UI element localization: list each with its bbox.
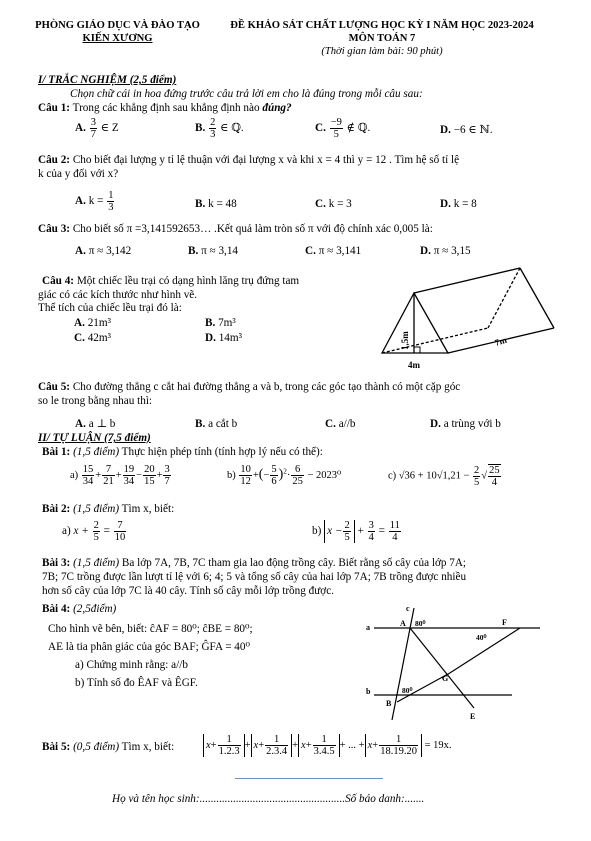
district-name: KIẾN XƯƠNG [82, 33, 153, 44]
student-name-label: Họ và tên học sinh: [112, 793, 200, 805]
exam-title: ĐỀ KHẢO SÁT CHẤT LƯỢNG HỌC KỲ I NĂM HỌC 2023-2024 [230, 20, 534, 31]
b4-item-a: a) Chứng minh rằng: a//b [75, 659, 188, 671]
q5-stem-line2: so le trong bằng nhau thì: [38, 395, 153, 407]
svg-text:80⁰: 80⁰ [415, 619, 426, 628]
svg-text:a: a [366, 623, 370, 632]
q3-option-c[interactable]: C. π ≈ 3,141 [305, 245, 362, 257]
b4-item-b: b) Tính số đo ÊAF và ÊGF. [75, 677, 198, 689]
q1-option-d[interactable]: D. −6 ∈ ℕ. [440, 124, 493, 136]
part2-heading: II/ TỰ LUẬN (7,5 điểm) [38, 432, 151, 444]
q3-option-d[interactable]: D. π ≈ 3,15 [420, 245, 471, 257]
part1-heading: I/ TRẮC NGHIỆM (2,5 điểm) [38, 74, 177, 86]
b3-line2: 7B; 7C trồng được lần lượt tỉ lệ với 6; 4; 5 và tổng số cây của hai lớp 7A; 7B trồng được nhiều [42, 571, 467, 583]
q4-stem-line3: Thể tích của chiếc lều trại đó là: [38, 302, 182, 314]
footer-line [112, 792, 424, 806]
q3-option-a[interactable]: A. π ≈ 3,142 [75, 245, 132, 257]
svg-text:A: A [400, 619, 406, 628]
q4-stem-line1: Câu 4: Một chiếc lều trại có dạng hình lăng trụ đứng tam [42, 275, 300, 287]
q2-option-b[interactable]: B. k = 48 [195, 198, 237, 210]
q4-option-b[interactable]: B. 7m³ [205, 317, 236, 329]
b4-line1: Cho hình vẽ bên, biết: ĉAF = 80⁰; ĉBE = 80⁰; [48, 623, 253, 635]
segment-AE [410, 628, 474, 708]
svg-text:G: G [442, 674, 449, 683]
svg-text:B: B [386, 699, 392, 708]
q4-option-d[interactable]: D. 14m³ [205, 332, 242, 344]
q1-emph: đúng [262, 102, 287, 114]
student-id-label: Số báo danh: [345, 793, 405, 805]
q3-stem: Câu 3: Cho biết số π =3,141592653… .Kết quả làm tròn số π với độ chính xác 0,005 là: [38, 223, 433, 235]
q4-option-a[interactable]: A. 21m³ [74, 317, 111, 329]
svg-text:c: c [406, 604, 410, 613]
student-name-field[interactable]: .................................................... [199, 793, 346, 805]
svg-text:E: E [470, 712, 476, 721]
q5-option-a[interactable]: A. a ⊥ b [75, 418, 116, 430]
q2-option-d[interactable]: D. k = 8 [440, 198, 477, 210]
tent-front-face [382, 293, 448, 353]
q2-option-a[interactable]: A. k = $\frac{1}{3}$ [75, 190, 114, 214]
b3-line1: Bài 3: (1,5 điểm) Ba lớp 7A, 7B, 7C tham gia lao động trồng cây. Biết rằng số cây của lớp 7A; [42, 557, 467, 569]
svg-text:F: F [502, 618, 507, 627]
q1-option-a[interactable]: A. $\frac{3}{7}$ ∈ Z [75, 117, 119, 141]
q1-option-c[interactable]: C. $\frac{-9}{5}$ ∉ ℚ. [315, 117, 371, 141]
tent-base-label: 4m [408, 360, 420, 370]
tent-length-label: 7m [493, 334, 509, 348]
tent-height-label: 1,5m [400, 331, 410, 350]
q5-option-d[interactable]: D. a trùng với b [430, 418, 501, 430]
b2-part-a: a) x + $\frac{2}{5}$ = $\frac{7}{10}$ [62, 520, 126, 544]
student-id-field[interactable]: ....... [404, 793, 425, 805]
q3-option-b[interactable]: B. π ≈ 3,14 [188, 245, 239, 257]
svg-text:40⁰: 40⁰ [476, 633, 487, 642]
q4-stem-line2: giác có các kích thước như hình vẽ. [38, 289, 198, 301]
b4-line2: AE là tia phân giác của góc BAF; ĜFA = 40⁰ [48, 641, 250, 653]
q1-option-b[interactable]: B. $\frac{2}{3}$ ∈ ℚ. [195, 117, 244, 141]
b5-stem: Bài 5: (0,5 điểm) Tìm x, biết: [42, 741, 175, 753]
subject: MÔN TOÁN 7 [348, 33, 416, 44]
q5-option-c[interactable]: C. a//b [325, 418, 356, 430]
divider [235, 778, 383, 779]
part1-instruction: Chọn chữ cái in hoa đứng trước câu trả lời em cho là đúng trong mỗi câu sau: [70, 88, 423, 100]
q4-option-c[interactable]: C. 42m³ [74, 332, 111, 344]
b1-part-b: b) $\frac{10}{12}$ +(− $\frac{5}{6}$ )$^2$· $\frac{6}{25}$ − 2023⁰ [227, 464, 342, 488]
q1-label: Câu 1: [38, 102, 71, 114]
q5-stem-line1: Câu 5: Cho đường thẳng c cắt hai đường thẳng a và b, trong các góc tạo thành có một cặp góc [38, 381, 461, 393]
b1-part-c: c) √36 + 10√1,21 − $\frac{2}{5}$ √ $\frac{25}{4}$ [388, 464, 500, 489]
svg-text:b: b [366, 687, 371, 696]
b1-part-a: a) $\frac{15}{34}$ + $\frac{7}{21}$ + $\frac{19}{34}$ − $\frac{20}{15}$ + $\frac{3}{7}$ [70, 464, 170, 488]
svg-text:80⁰: 80⁰ [402, 686, 413, 695]
q2-stem-line2: k của y đối với x? [38, 168, 119, 180]
b2-stem: Bài 2: (1,5 điểm) Tìm x, biết: [42, 503, 175, 515]
time-limit: (Thời gian làm bài: 90 phút) [321, 46, 443, 57]
b4-stem: Bài 4: (2,5điểm) [42, 603, 117, 615]
department-name: PHÒNG GIÁO DỤC VÀ ĐÀO TẠO [35, 20, 200, 31]
q1-text: Trong các khẳng định sau khẳng định nào [72, 102, 260, 114]
q2-option-c[interactable]: C. k = 3 [315, 198, 352, 210]
parallel-lines-figure [362, 602, 552, 722]
b2-part-b: b) x − $\frac{2}{5}$ + $\frac{3}{4}$ = $\frac{11}{4}$ [312, 520, 400, 544]
q2-stem-line1: Câu 2: Cho biết đại lượng y tỉ lệ thuận với đại lượng x và khi x = 4 thì y = 12 . Tìm hệ số tỉ lệ [38, 154, 460, 166]
b5-equation: x+ $\frac{1}{1.2.3}$ + x+ $\frac{1}{2.3.4}$ + x+ $\frac{1}{3.4.5}$ + ... + x+ $\frac{1}{18.19.20}$ = 19x. [203, 734, 451, 757]
b3-line3: hơn số cây của lớp 7C là 40 cây. Tính số cây mỗi lớp trồng được. [42, 585, 334, 597]
tent-prism-figure [372, 258, 562, 378]
q5-option-b[interactable]: B. a cắt b [195, 418, 238, 430]
b1-stem: Bài 1: (1,5 điểm) Thực hiện phép tính (tính hợp lý nếu có thể): [42, 446, 323, 458]
q1-stem: Câu 1: Trong các khẳng định sau khẳng định nào đúng? [38, 102, 292, 114]
